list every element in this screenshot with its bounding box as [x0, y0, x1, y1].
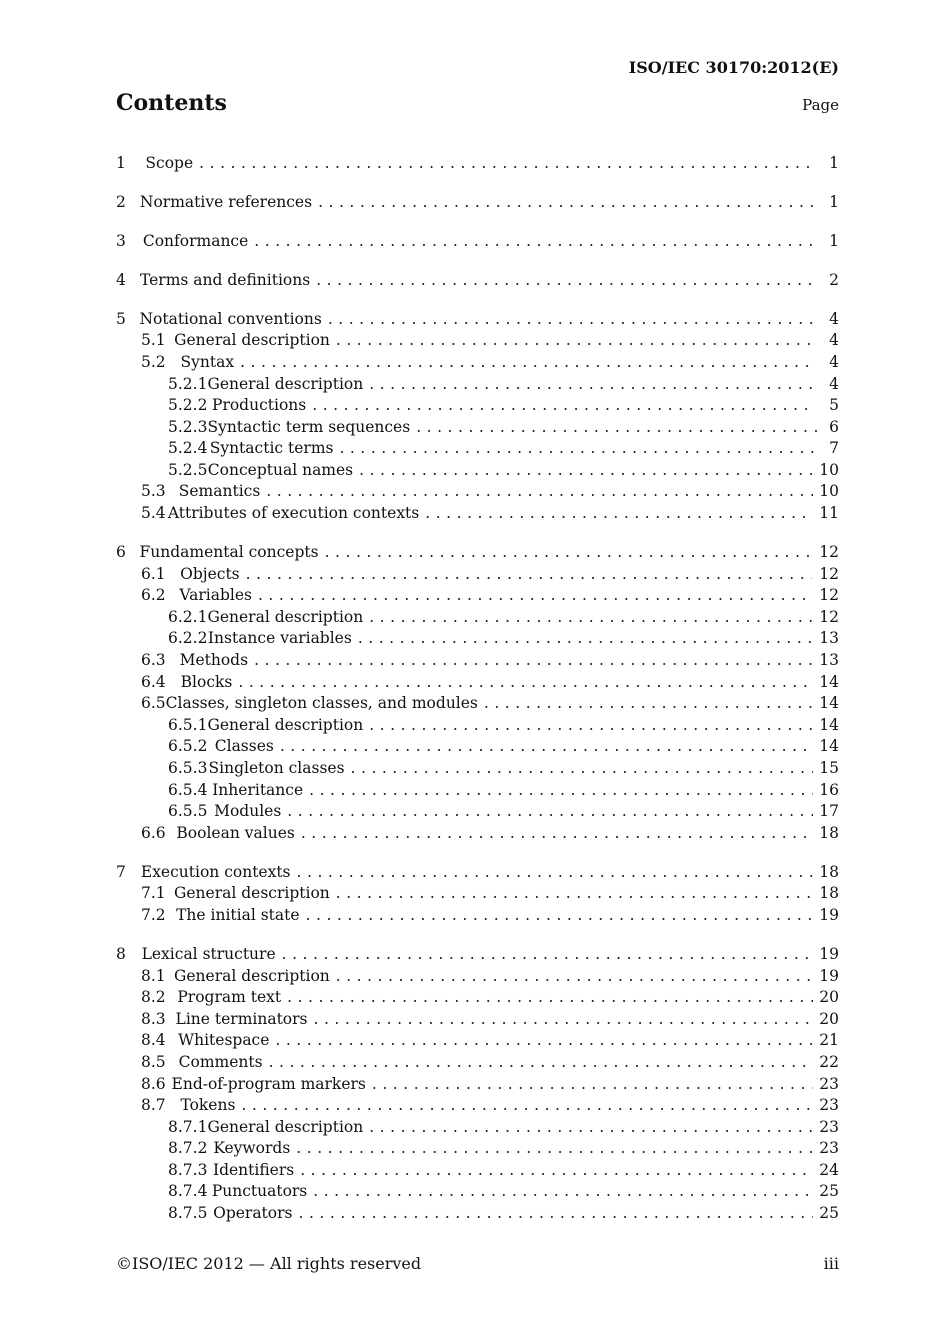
toc-entry-page: 6	[829, 417, 839, 436]
toc-entry[interactable]	[116, 230, 839, 252]
toc-entry[interactable]	[116, 904, 839, 926]
toc-entry-number: 3	[116, 231, 126, 250]
toc-entry-title: Syntactic terms	[209, 439, 334, 458]
toc-entry-page: 4	[829, 309, 839, 328]
toc-leader-dots	[369, 608, 813, 626]
footer-page-number: iii	[823, 1254, 839, 1273]
toc-entry-title: Line terminators	[175, 1009, 308, 1028]
toc-entry-title: Classes, singleton classes, and modules	[165, 694, 478, 713]
toc-entry-title: Methods	[179, 651, 249, 670]
toc-entry-page: 2	[829, 270, 839, 289]
toc-leader-dots	[282, 945, 814, 963]
toc-entry-page: 12	[819, 543, 839, 562]
toc-entry-number: 6.4	[141, 672, 166, 691]
toc-entry-title: General description	[207, 607, 364, 626]
toc-entry-title: General description	[207, 374, 364, 393]
toc-entry-title: General description	[174, 966, 330, 985]
toc-entry-number: 8.7.1	[168, 1117, 208, 1136]
toc-leader-dots	[297, 863, 814, 881]
toc-leader-dots	[416, 418, 818, 436]
toc-leader-dots	[241, 1096, 811, 1114]
toc-entry-number: 5.2.4	[168, 439, 208, 458]
toc-entry-number: 8.3	[141, 1009, 166, 1028]
toc-entry-title: End-of-program markers	[171, 1074, 366, 1093]
toc-entry-page: 19	[819, 966, 839, 985]
toc-entry-number: 6.6	[141, 823, 166, 842]
toc-entry-page: 20	[819, 1009, 839, 1028]
toc-entry-title: Program text	[177, 988, 282, 1007]
toc-entry[interactable]	[116, 714, 839, 736]
toc-entry-page: 19	[819, 944, 839, 963]
toc-entry-page: 1	[829, 153, 839, 172]
toc-entry-title: Objects	[180, 564, 240, 583]
toc-entry-number: 5.3	[141, 482, 166, 501]
toc-leader-dots	[280, 737, 813, 755]
toc-entry[interactable]	[116, 394, 839, 416]
toc-entry-page: 14	[819, 737, 839, 756]
toc-entry-page: 4	[829, 374, 839, 393]
toc-entry[interactable]	[116, 1181, 839, 1203]
toc-leader-dots	[369, 375, 816, 393]
toc-entry[interactable]	[116, 943, 839, 965]
toc-entry-page: 18	[819, 862, 839, 881]
toc-entry-page: 12	[819, 607, 839, 626]
toc-entry[interactable]	[116, 1030, 839, 1052]
toc-leader-dots	[309, 781, 813, 799]
toc-entry-title: Identifiers	[212, 1160, 295, 1179]
toc-leader-dots	[336, 884, 814, 902]
toc-entry[interactable]	[116, 584, 839, 606]
toc-leader-dots	[299, 1204, 814, 1222]
toc-entry-number: 8.7	[141, 1096, 166, 1115]
toc-entry-title: Semantics	[178, 482, 261, 501]
toc-entry[interactable]	[116, 861, 839, 883]
toc-entry-number: 8.2	[141, 988, 166, 1007]
toc-entry[interactable]	[116, 191, 839, 213]
toc-entry-page: 14	[819, 715, 839, 734]
toc-entry-title: Inheritance	[212, 780, 304, 799]
toc-leader-dots	[275, 1031, 813, 1049]
toc-entry-page: 24	[819, 1160, 839, 1179]
toc-entry-page: 4	[829, 352, 839, 371]
toc-entry-number: 6.5	[141, 694, 166, 713]
toc-leader-dots	[301, 824, 813, 842]
toc-leader-dots	[425, 504, 813, 522]
toc-entry-title: Conformance	[142, 231, 249, 250]
toc-entry-number: 8.5	[141, 1052, 166, 1071]
toc-leader-dots	[339, 439, 815, 457]
toc-entry[interactable]	[116, 502, 839, 524]
toc-leader-dots	[312, 396, 814, 414]
toc-entry-page: 10	[819, 460, 839, 479]
toc-leader-dots	[199, 154, 810, 172]
toc-entry-number: 5.4	[141, 504, 166, 523]
toc-entry[interactable]	[116, 1051, 839, 1073]
toc-entry[interactable]	[116, 541, 839, 563]
toc-entry[interactable]	[116, 416, 839, 438]
toc-leader-dots	[336, 967, 814, 985]
toc-leader-dots	[258, 586, 813, 604]
toc-entry[interactable]	[116, 459, 839, 481]
toc-entry[interactable]	[116, 757, 839, 779]
toc-leader-dots	[316, 271, 814, 289]
toc-leader-dots	[306, 906, 814, 924]
toc-entry-number: 5.1	[141, 331, 166, 350]
toc-leader-dots	[369, 1118, 813, 1136]
toc-entry-page: 15	[819, 759, 839, 777]
toc-entry-title: Punctuators	[211, 1182, 308, 1201]
toc-entry-title: Normative references	[139, 192, 313, 211]
toc-entry-page: 16	[819, 780, 839, 799]
toc-leader-dots	[369, 716, 813, 734]
toc-entry-number: 8	[116, 944, 126, 963]
toc-entry-number: 5.2.2	[168, 396, 208, 415]
toc-leader-dots	[240, 353, 812, 371]
toc-entry-page: 14	[819, 672, 840, 691]
toc-entry[interactable]	[116, 1094, 839, 1116]
footer-copyright: ©ISO/IEC 2012 — All rights reserved	[116, 1254, 422, 1273]
toc-entry-title: Scope	[145, 153, 194, 172]
toc-entry-page: 18	[819, 823, 839, 842]
toc-leader-dots	[300, 1161, 813, 1179]
toc-entry-number: 6.3	[141, 651, 166, 670]
toc-leader-dots	[314, 1010, 814, 1028]
toc-entry-page: 25	[819, 1182, 839, 1201]
toc-entry-page: 20	[819, 988, 839, 1007]
toc-entry[interactable]	[116, 152, 839, 174]
toc-entry-number: 5	[116, 309, 126, 328]
toc-entry-page: 17	[819, 802, 839, 821]
toc-entry[interactable]	[116, 986, 839, 1008]
toc-entry-title: General description	[207, 1117, 364, 1136]
toc-entry-title: Terms and definitions	[139, 270, 311, 289]
toc-entry[interactable]	[116, 800, 839, 822]
toc-entry-page: 5	[829, 396, 839, 415]
toc-entry-page: 23	[819, 1074, 839, 1093]
toc-leader-dots	[336, 331, 815, 349]
toc-entry-title: The initial state	[176, 905, 300, 924]
toc-entry-title: Fundamental concepts	[139, 543, 319, 562]
toc-entry-page: 23	[819, 1096, 840, 1115]
toc-entry[interactable]	[116, 351, 839, 373]
toc-leader-dots	[318, 193, 815, 211]
toc-entry-title: Variables	[179, 586, 252, 605]
toc-entry-number: 6.1	[141, 564, 166, 583]
toc-entry-page: 1	[829, 192, 839, 211]
toc-entry-page: 25	[819, 1204, 839, 1223]
toc-entry[interactable]	[116, 736, 839, 758]
toc-entry-title: General description	[174, 884, 330, 903]
toc-entry[interactable]	[116, 1202, 839, 1224]
toc-leader-dots	[328, 310, 815, 328]
toc-leader-dots	[287, 802, 813, 820]
toc-entry-title: Singleton classes	[208, 759, 345, 777]
toc-entry-title: Notational conventions	[139, 309, 322, 328]
toc-entry-title: Keywords	[213, 1139, 291, 1158]
toc-leader-dots	[359, 461, 813, 479]
toc-entry-number: 8.4	[141, 1031, 166, 1050]
toc-entry-number: 6.2.2	[168, 629, 208, 648]
toc-entry[interactable]	[116, 822, 839, 844]
toc-entry-number: 5.2.5	[168, 460, 208, 479]
toc-entry[interactable]	[116, 671, 839, 693]
toc-entry-page: 23	[819, 1139, 839, 1158]
page-column-label: Page	[802, 96, 839, 114]
toc-entry-page: 7	[829, 439, 839, 458]
toc-entry-title: Boolean values	[176, 823, 295, 842]
toc-leader-dots	[287, 988, 813, 1006]
toc-entry-page: 10	[819, 482, 839, 501]
toc-entry-number: 7.1	[141, 884, 166, 903]
toc-leader-dots	[313, 1182, 813, 1200]
toc-entry[interactable]	[116, 1073, 839, 1095]
contents-title: Contents	[116, 90, 227, 116]
toc-entry-number: 5.2.1	[168, 374, 208, 393]
toc-entry[interactable]	[116, 373, 839, 395]
toc-entry-title: Tokens	[180, 1096, 236, 1115]
toc-entry-number: 8.7.5	[168, 1204, 208, 1223]
toc-entry-page: 13	[819, 629, 839, 648]
toc-entry-number: 6.2.1	[168, 607, 208, 626]
toc-entry-number: 6	[116, 543, 126, 562]
toc-entry-title: General description	[174, 331, 330, 350]
toc-entry-number: 6.5.5	[168, 802, 208, 821]
toc-entry-page: 23	[819, 1117, 839, 1136]
toc-leader-dots	[254, 651, 812, 669]
toc-entry[interactable]	[116, 606, 839, 628]
toc-entry[interactable]	[116, 1116, 839, 1138]
toc-entry-page: 4	[829, 331, 839, 350]
toc-entry-number: 4	[116, 270, 126, 289]
toc-leader-dots	[484, 694, 813, 712]
toc-entry[interactable]	[116, 628, 839, 650]
toc-entry[interactable]	[116, 1008, 839, 1030]
toc-entry[interactable]	[116, 883, 839, 905]
toc-entry[interactable]	[116, 692, 839, 714]
toc-entry-title: Blocks	[180, 672, 233, 691]
toc-entry[interactable]	[116, 481, 839, 503]
toc-entry-number: 6.5.1	[168, 715, 208, 734]
toc-entry-title: Productions	[212, 396, 307, 415]
toc-leader-dots	[254, 232, 812, 250]
toc-entry-page: 11	[819, 504, 839, 523]
toc-entry-number: 7	[116, 862, 126, 881]
toc-leader-dots	[296, 1139, 813, 1157]
toc-entry-number: 6.5.3	[168, 759, 208, 777]
toc-entry-number: 6.5.4	[168, 780, 208, 799]
toc-entry-title: Whitespace	[178, 1031, 270, 1050]
toc-entry-page: 13	[819, 651, 839, 670]
toc-entry-number: 5.2	[141, 352, 166, 371]
toc-entry-title: Attributes of execution contexts	[167, 504, 420, 523]
toc-entry[interactable]	[116, 1137, 839, 1159]
toc-entry-number: 8.7.3	[168, 1160, 208, 1179]
toc-entry-number: 5.2.3	[168, 417, 208, 436]
toc-entry-title: Comments	[178, 1052, 263, 1071]
toc-entry-title: Conceptual names	[207, 460, 354, 479]
toc-entry-page: 12	[819, 586, 839, 605]
toc-entry-number: 6.2	[141, 586, 166, 605]
toc-entry-number: 8.7.4	[168, 1182, 208, 1201]
toc-entry-title: General description	[207, 715, 364, 734]
toc-entry-page: 19	[819, 905, 839, 924]
toc-entry-page: 22	[819, 1052, 839, 1071]
toc-entry-title: Classes	[214, 737, 274, 756]
toc-entry-number: 6.5.2	[168, 737, 208, 756]
toc-entry-page: 21	[819, 1031, 839, 1050]
toc-entry-title: Execution contexts	[140, 862, 291, 881]
toc-leader-dots	[238, 673, 811, 691]
toc-entry-title: Operators	[213, 1204, 293, 1223]
toc-entry[interactable]	[116, 438, 839, 460]
toc-entry[interactable]	[116, 563, 839, 585]
toc-entry-page: 12	[819, 564, 839, 583]
toc-leader-dots	[372, 1075, 813, 1093]
toc-entry-title: Modules	[214, 802, 282, 821]
table-of-contents	[116, 152, 839, 1224]
toc-entry-number: 8.7.2	[168, 1139, 208, 1158]
toc-entry[interactable]	[116, 308, 839, 330]
toc-entry[interactable]	[116, 779, 839, 801]
toc-entry-title: Lexical structure	[141, 944, 276, 963]
toc-leader-dots	[269, 1053, 813, 1071]
toc-leader-dots	[246, 565, 812, 583]
toc-entry-number: 8.1	[141, 966, 166, 985]
toc-entry-title: Instance variables	[207, 629, 352, 648]
toc-entry[interactable]	[116, 330, 839, 352]
toc-leader-dots	[266, 482, 812, 500]
toc-entry-number: 7.2	[141, 905, 166, 924]
toc-leader-dots	[358, 629, 813, 647]
toc-entry[interactable]	[116, 269, 839, 291]
toc-leader-dots	[325, 543, 814, 561]
toc-entry-page: 14	[819, 694, 839, 713]
toc-leader-dots	[351, 759, 814, 777]
toc-entry-number: 1	[116, 153, 126, 172]
toc-entry-page: 18	[819, 884, 839, 903]
toc-entry-title: Syntax	[180, 352, 235, 371]
document-id: ISO/IEC 30170:2012(E)	[628, 58, 839, 77]
toc-entry-page: 1	[829, 231, 839, 250]
toc-entry[interactable]	[116, 965, 839, 987]
toc-entry-number: 2	[116, 192, 126, 211]
toc-entry-title: Syntactic term sequences	[207, 417, 411, 436]
toc-entry-number: 8.6	[141, 1074, 166, 1093]
toc-entry[interactable]	[116, 649, 839, 671]
toc-entry[interactable]	[116, 1159, 839, 1181]
